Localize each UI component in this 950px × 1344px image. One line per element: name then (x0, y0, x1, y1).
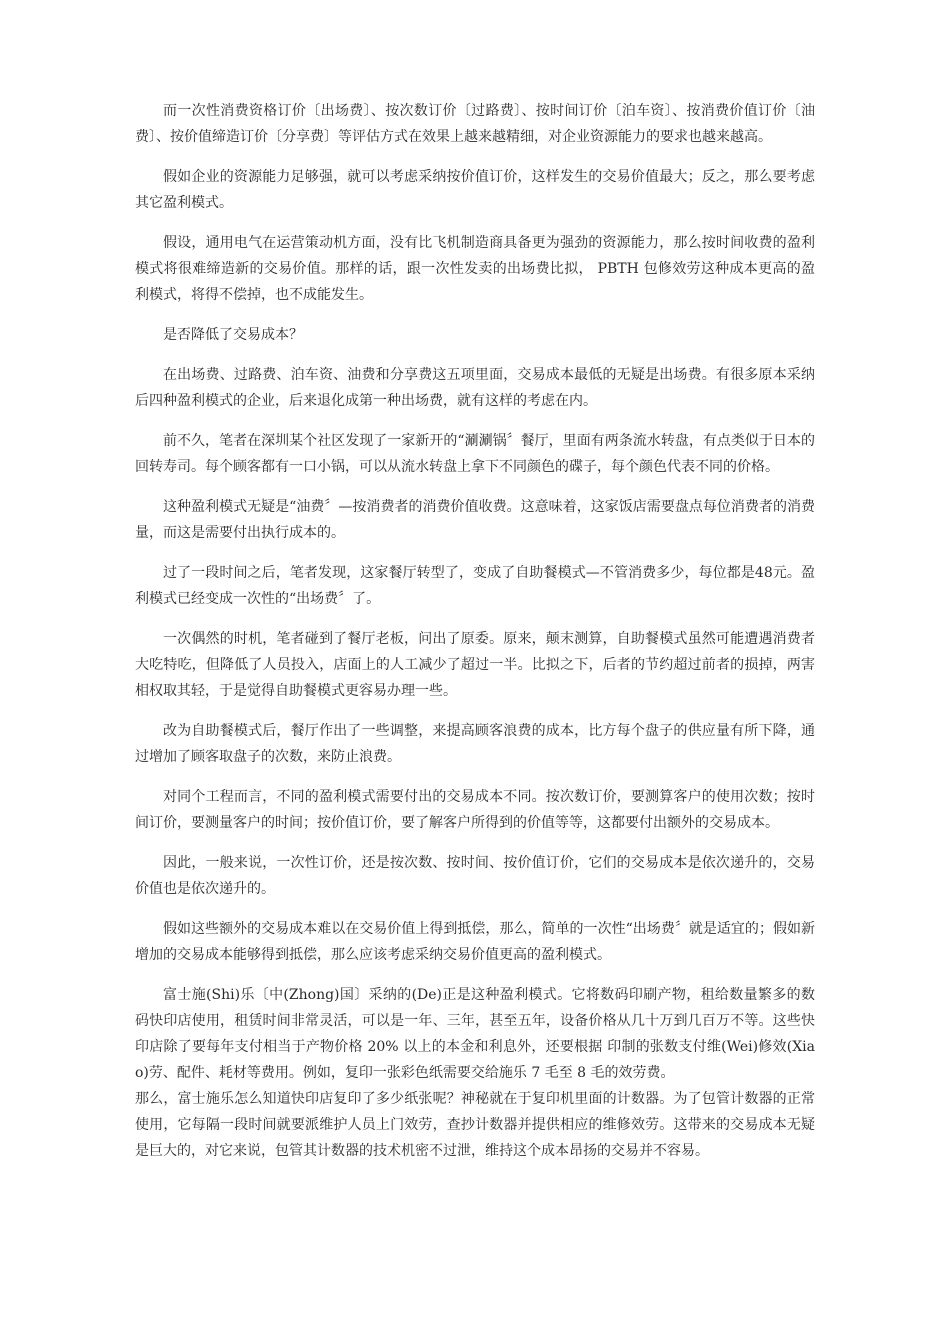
paragraph-fuji-xerox: 富士施(Shi)乐〔中(Zhong)国〕采纳的(De)正是这种盈利模式。它将数码印刷产物，租给数量繁多的数码快印店使用，租赁时间非常灵活，可以是一年、三年，甚至五年，设备价格从几十万到几百万不等。这些快印店除了要每年支付相当于产物价格 20% 以上的本金和利息外，还要根据 印制的张数支付维(Wei)修效(Xiao)劳、配件、耗材等费用。例如，复印一张彩色纸需要交给施乐 7 毛至 8 毛的效劳费。 (135, 987, 815, 1081)
paragraph-hotpot-restaurant: 前不久，笔者在深圳某个社区发现了一家新开的“涮涮锅〞餐厅，里面有两条流水转盘，有点类似于日本的回转寿司。每个顾客都有一口小锅，可以从流水转盘上拿下不同颜色的碟子，每个颜色代表不同的价格。 (135, 433, 815, 475)
paragraph-owner-explanation: 一次偶然的时机，笔者碰到了餐厅老板，问出了原委。原来，颠末测算，自助餐模式虽然可能遭遇消费者大吃特吃，但降低了人员投入，店面上的人工减少了超过一半。比拟之下，后者的节约超过前者的损掉，两害相权取其轻，于是觉得自助餐模式更容易办理一些。 (135, 631, 815, 699)
paragraph-counter-secret: 那么，富士施乐怎么知道快印店复印了多少纸张呢？神秘就在于复印机里面的计数器。为了包管计数器的正常使用，它每隔一段时间就要派维护人员上门效劳，查抄计数器并提供相应的维修效劳。这带来的交易成本无疑是巨大的，对它来说，包管其计数器的技术机密不过泄，维持这个成本昂扬的交易并不容易。 (135, 1091, 815, 1159)
paragraph-resource-capability: 假如企业的资源能力足够强，就可以考虑采纳按价值订价，这样发生的交易价值最大；反之，那么要考虑其它盈利模式。 (135, 169, 815, 211)
paragraph-buffet-adjustment: 改为自助餐模式后，餐厅作出了一些调整，来提高顾客浪费的成本，比方每个盘子的供应量有所下降，通过增加了顾客取盘子的次数，来防止浪费。 (135, 723, 815, 765)
paragraph-ge-example: 假设，通用电气在运营策动机方面，没有比飞机制造商具备更为强劲的资源能力，那么按时间收费的盈利模式将很难缔造新的交易价值。那样的话，跟一次性发卖的出场费比拟， PBTH 包修效劳这种成本更高的盈利模式，将得不偿掉，也不成能发生。 (135, 235, 815, 303)
paragraph-fuel-fee-model: 这种盈利模式无疑是“油费〞—按消费者的消费价值收费。这意味着，这家饭店需要盘点每位消费者的消费量，而这是需要付出执行成本的。 (135, 499, 815, 541)
section-heading-transaction-cost: 是否降低了交易成本？ (163, 327, 303, 343)
paragraph-cost-increase: 因此，一般来说，一次性订价，还是按次数、按时间、按价值订价，它们的交易成本是依次递升的，交易价值也是依次递升的。 (135, 855, 815, 897)
paragraph-buffet-transition: 过了一段时间之后，笔者发现，这家餐厅转型了，变成了自助餐模式—不管消费多少，每位都是48元。盈利模式已经变成一次性的“出场费〞了。 (135, 565, 815, 607)
paragraph-different-costs: 对同个工程而言，不同的盈利模式需要付出的交易成本不同。按次数订价，要测算客户的使用次数；按时间订价，要测量客户的时间；按价值订价，要了解客户所得到的价值等等，这都要付出额外的交易成本。 (135, 789, 815, 831)
document-page (135, 98, 815, 1178)
paragraph-compensation: 假如这些额外的交易成本难以在交易价值上得到抵偿，那么，简单的一次性“出场费〞就是适宜的；假如新增加的交易成本能够得到抵偿，那么应该考虑采纳交易价值更高的盈利模式。 (135, 921, 815, 963)
paragraph-lowest-cost: 在出场费、过路费、泊车资、油费和分享费这五项里面，交易成本最低的无疑是出场费。有很多原本采纳后四种盈利模式的企业，后来退化成第一种出场费，就有这样的考虑在内。 (135, 367, 815, 409)
paragraph-pricing-methods: 而一次性消费资格订价〔出场费〕、按次数订价〔过路费〕、按时间订价〔泊车资〕、按消费价值订价〔油费〕、按价值缔造订价〔分享费〕等评估方式在效果上越来越精细，对企业资源能力的要求也越来越高。 (135, 103, 815, 145)
